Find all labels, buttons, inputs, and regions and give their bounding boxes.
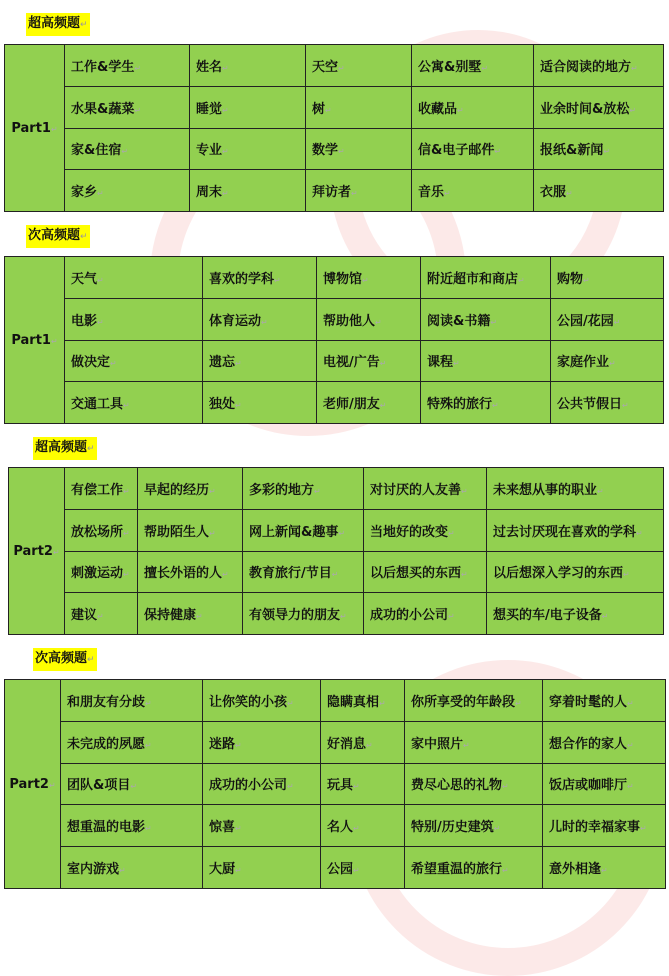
topic-cell: 让你笑的小孩↵ xyxy=(203,680,321,722)
topic-cell: 希望重温的旅行↵ xyxy=(405,847,543,889)
topic-cell: 名人↵ xyxy=(321,805,405,847)
topic-cell: 帮助陌生人↵ xyxy=(138,509,243,551)
topic-cell: 过去讨厌现在喜欢的学科↵ xyxy=(487,509,664,551)
topic-cell: 天空↵ xyxy=(306,45,412,87)
topic-cell: 想重温的电影↵ xyxy=(61,805,203,847)
topic-cell: 饭店或咖啡厅↵ xyxy=(543,763,666,805)
topic-cell: 信&电子邮件↵ xyxy=(412,128,534,170)
topic-cell: 对讨厌的人友善↵ xyxy=(364,468,487,510)
topic-cell: 特殊的旅行↵ xyxy=(421,382,551,424)
topic-cell: 教育旅行/节目↵ xyxy=(243,551,364,593)
topic-cell: 特别/历史建筑↵ xyxy=(405,805,543,847)
topic-cell: 课程↵ xyxy=(421,340,551,382)
topic-cell: 专业↵ xyxy=(190,128,306,170)
topic-cell: 隐瞒真相↵ xyxy=(321,680,405,722)
topic-cell: 大厨↵ xyxy=(203,847,321,889)
topic-cell: 公园/花园↵ xyxy=(551,298,664,340)
topic-cell: 以后想深入学习的东西↵ xyxy=(487,551,664,593)
topic-cell: 家乡↵ xyxy=(65,170,190,212)
topic-table xyxy=(4,256,664,424)
topic-cell: 天气↵ xyxy=(65,257,203,299)
topic-cell: 你所享受的年龄段↵ xyxy=(405,680,543,722)
topic-cell: 数学↵ xyxy=(306,128,412,170)
topic-cell: 购物↵ xyxy=(551,257,664,299)
topic-cell: 放松场所↵ xyxy=(65,509,138,551)
topic-cell: 业余时间&放松↵ xyxy=(534,86,664,128)
topic-cell: 未完成的夙愿↵ xyxy=(61,721,203,763)
section-heading: 次高频题↵ xyxy=(33,648,97,671)
topic-cell: 想合作的家人↵ xyxy=(543,721,666,763)
topic-cell: 多彩的地方↵ xyxy=(243,468,364,510)
topic-cell: 擅长外语的人↵ xyxy=(138,551,243,593)
topic-cell: 成功的小公司↵ xyxy=(364,593,487,635)
part-label: Part1↵ xyxy=(5,45,65,212)
part-label: Part2↵ xyxy=(9,468,65,635)
topic-cell: 电影↵ xyxy=(65,298,203,340)
topic-cell: 当地好的改变↵ xyxy=(364,509,487,551)
topic-cell: 和朋友有分歧↵ xyxy=(61,680,203,722)
topic-cell: 公园↵ xyxy=(321,847,405,889)
topic-cell: 睡觉↵ xyxy=(190,86,306,128)
topic-table xyxy=(4,679,666,889)
topic-cell: 适合阅读的地方↵ xyxy=(534,45,664,87)
topic-cell: 费尽心思的礼物↵ xyxy=(405,763,543,805)
topic-cell: 周末↵ xyxy=(190,170,306,212)
topic-cell: 公寓&别墅↵ xyxy=(412,45,534,87)
topic-cell: 遗忘↵ xyxy=(203,340,317,382)
topic-cell: 工作&学生↵ xyxy=(65,45,190,87)
topic-cell: 收藏品↵ xyxy=(412,86,534,128)
topic-cell: 喜欢的学科↵ xyxy=(203,257,317,299)
topic-cell: 阅读&书籍↵ xyxy=(421,298,551,340)
section-heading: 次高频题↵ xyxy=(26,225,90,248)
topic-cell: 意外相逢↵ xyxy=(543,847,666,889)
part-label: Part2↵ xyxy=(5,680,61,889)
topic-cell: 家庭作业↵ xyxy=(551,340,664,382)
section-heading: 超高频题↵ xyxy=(26,13,90,36)
topic-cell: 水果&蔬菜↵ xyxy=(65,86,190,128)
topic-cell: 网上新闻&趣事↵ xyxy=(243,509,364,551)
topic-cell: 音乐↵ xyxy=(412,170,534,212)
topic-cell: 博物馆↵ xyxy=(317,257,421,299)
topic-cell: 穿着时髦的人↵ xyxy=(543,680,666,722)
topic-cell: 未来想从事的职业↵ xyxy=(487,468,664,510)
topic-cell: 迷路↵ xyxy=(203,721,321,763)
topic-cell: 成功的小公司↵ xyxy=(203,763,321,805)
topic-table xyxy=(4,44,664,212)
topic-cell: 玩具↵ xyxy=(321,763,405,805)
topic-cell: 想买的车/电子设备↵ xyxy=(487,593,664,635)
section-heading: 超高频题↵ xyxy=(33,437,97,460)
topic-cell: 公共节假日↵ xyxy=(551,382,664,424)
part-label: Part1↵ xyxy=(5,257,65,424)
topic-cell: 保持健康↵ xyxy=(138,593,243,635)
topic-cell: 体育运动↵ xyxy=(203,298,317,340)
topic-cell: 家&住宿↵ xyxy=(65,128,190,170)
topic-cell: 有领导力的朋友↵ xyxy=(243,593,364,635)
topic-cell: 刺激运动↵ xyxy=(65,551,138,593)
topic-cell: 有偿工作↵ xyxy=(65,468,138,510)
topic-cell: 儿时的幸福家事↵ xyxy=(543,805,666,847)
topic-cell: 帮助他人↵ xyxy=(317,298,421,340)
topic-cell: 以后想买的东西↵ xyxy=(364,551,487,593)
topic-cell: 报纸&新闻↵ xyxy=(534,128,664,170)
topic-cell: 早起的经历↵ xyxy=(138,468,243,510)
topic-cell: 姓名↵ xyxy=(190,45,306,87)
topic-cell: 独处↵ xyxy=(203,382,317,424)
topic-cell: 家中照片↵ xyxy=(405,721,543,763)
topic-cell: 团队&项目↵ xyxy=(61,763,203,805)
topic-cell: 交通工具↵ xyxy=(65,382,203,424)
topic-cell: 做决定↵ xyxy=(65,340,203,382)
topic-cell: 附近超市和商店↵ xyxy=(421,257,551,299)
topic-cell: 电视/广告↵ xyxy=(317,340,421,382)
topic-table xyxy=(8,467,664,635)
topic-cell: 惊喜↵ xyxy=(203,805,321,847)
topic-cell: 好消息↵ xyxy=(321,721,405,763)
topic-cell: 衣服↵ xyxy=(534,170,664,212)
topic-cell: 拜访者↵ xyxy=(306,170,412,212)
topic-cell: 建议↵ xyxy=(65,593,138,635)
topic-cell: 老师/朋友↵ xyxy=(317,382,421,424)
topic-cell: 树↵ xyxy=(306,86,412,128)
topic-cell: 室内游戏↵ xyxy=(61,847,203,889)
